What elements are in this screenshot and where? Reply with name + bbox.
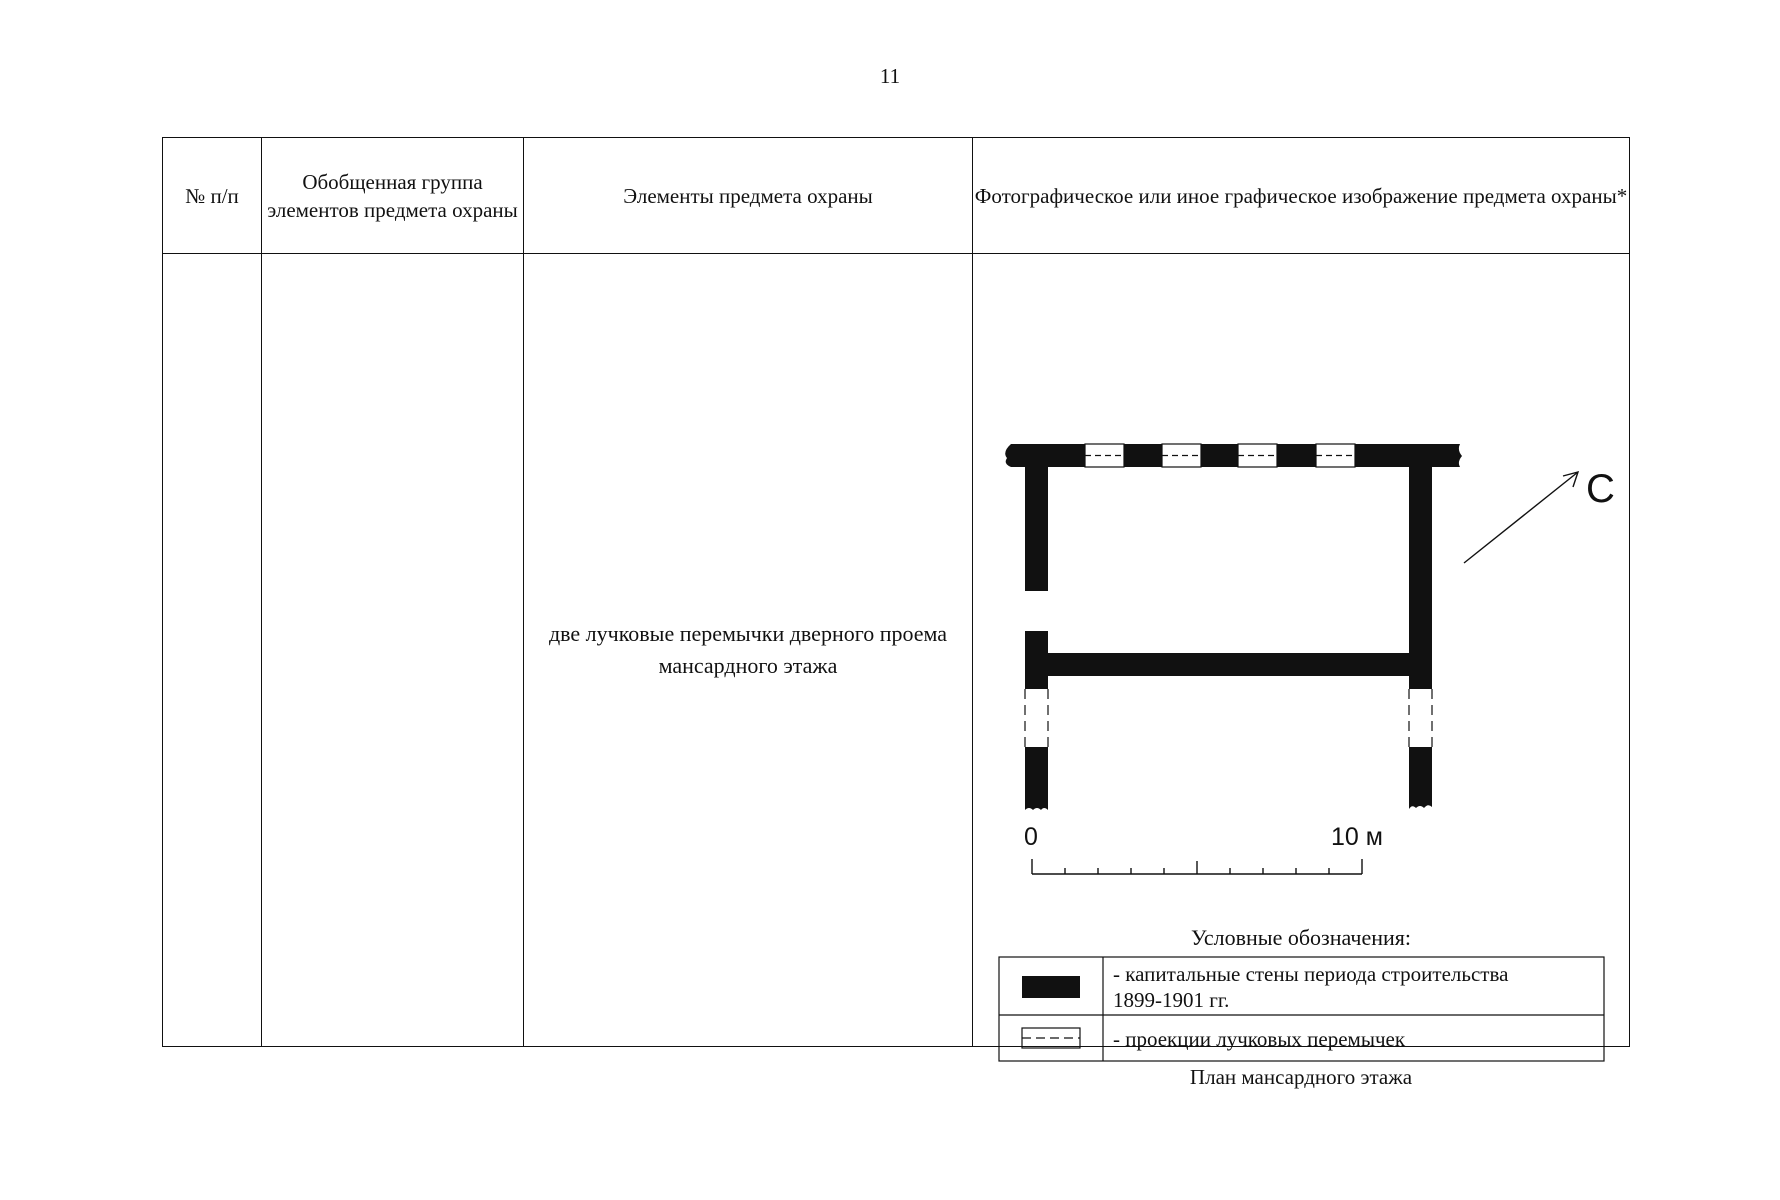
top-wall-pier-2 — [1201, 444, 1238, 467]
legend-wall-swatch — [1022, 976, 1080, 998]
north-arrow-icon — [1464, 472, 1578, 563]
header-group: Обобщенная группа элементов предмета охраны — [262, 138, 524, 254]
plan-walls — [1005, 444, 1462, 810]
table-header-row — [163, 138, 1630, 254]
header-number: № п/п — [163, 138, 262, 254]
table-row — [163, 254, 1630, 1047]
interior-wall — [1048, 653, 1409, 676]
legend-title: Условные обозначения: — [1190, 925, 1412, 950]
header-elements: Элементы предмета охраны — [524, 138, 973, 254]
legend-lintel-swatch — [1022, 1028, 1080, 1048]
attic-floor-plan — [973, 254, 1631, 1089]
page-number: 11 — [879, 64, 901, 88]
legend-item-1-line-1: - капитальные стены периода строительства — [1113, 962, 1509, 986]
image-cell — [973, 254, 1630, 1089]
row-group-cell — [262, 254, 524, 1047]
left-wall-lower — [1025, 747, 1048, 810]
row-elements-cell — [524, 254, 973, 1047]
elements-text: две лучковые перемычки дверного проема мансардного этажа — [548, 621, 948, 678]
left-wall-middle — [1025, 631, 1048, 689]
plan-caption: План мансардного этажа — [1189, 1065, 1413, 1089]
scale-end-label: 10 м — [1331, 823, 1383, 851]
top-wall-left — [1005, 444, 1085, 467]
scale-start-label: 0 — [1024, 823, 1038, 851]
scale-bar — [1032, 859, 1362, 874]
top-wall-pier-1 — [1124, 444, 1162, 467]
top-wall-right — [1355, 444, 1462, 467]
top-wall-pier-3 — [1277, 444, 1316, 467]
legend-item-2-line-1: - проекции лучковых перемычек — [1113, 1027, 1406, 1051]
header-image: Фотографическое или иное графическое изображение предмета охраны* — [973, 138, 1630, 254]
lintel-projections — [1025, 444, 1432, 747]
legend-item-1-line-2: 1899-1901 гг. — [1113, 988, 1230, 1012]
right-wall-lower — [1409, 747, 1432, 809]
right-wall-upper — [1409, 467, 1432, 689]
row-number-cell — [163, 254, 262, 1047]
left-wall-upper — [1025, 467, 1048, 591]
protection-subject-table — [162, 137, 1630, 1089]
north-label: С — [1586, 467, 1615, 511]
